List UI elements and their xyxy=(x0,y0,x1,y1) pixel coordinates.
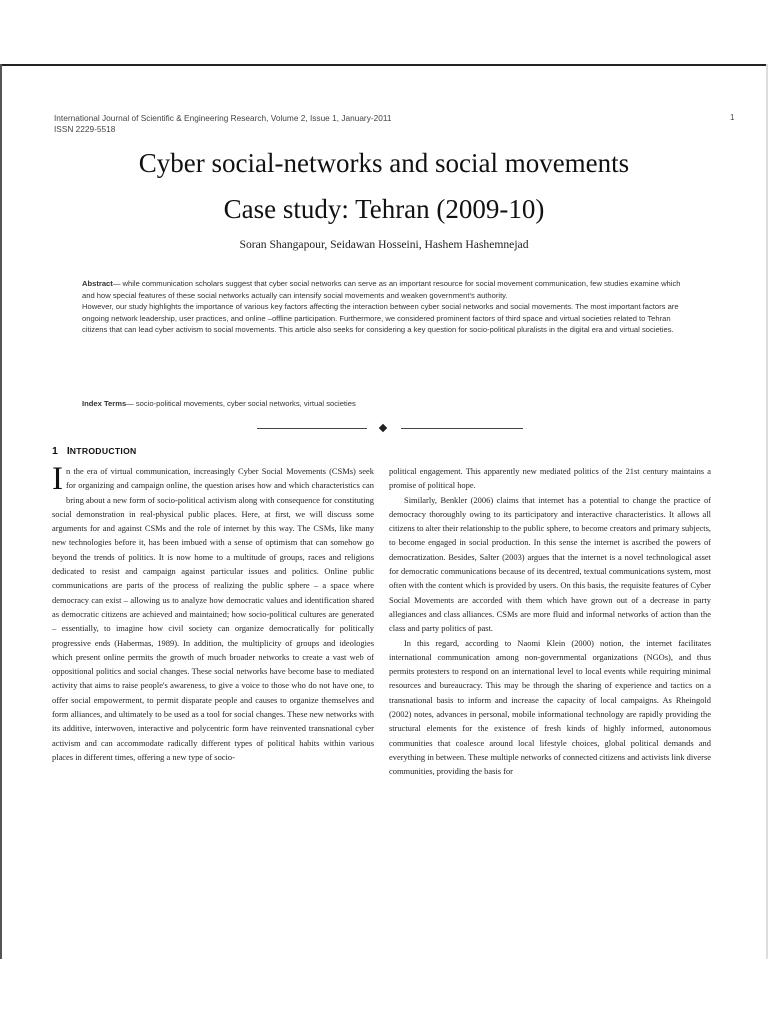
journal-issn: ISSN 2229-5518 xyxy=(54,124,116,134)
right-paragraph-1: political engagement. This apparently new mediated politics of the 21st century maintains a promise of political hope. xyxy=(389,466,711,491)
index-terms xyxy=(82,399,688,408)
index-terms-text: — socio-political movements, cyber social networks, virtual societies xyxy=(126,399,356,408)
index-terms-label: Index Terms xyxy=(82,399,127,408)
divider-line-left xyxy=(257,428,367,429)
left-paragraph-1 xyxy=(52,461,374,764)
abstract xyxy=(82,278,688,336)
section-title-rest: NTRODUCTION xyxy=(69,446,137,456)
divider-diamond-icon xyxy=(379,424,387,432)
section-heading-introduction xyxy=(52,445,137,457)
drop-cap: I xyxy=(52,461,63,497)
abstract-paragraph-1 xyxy=(82,278,688,301)
abstract-paragraph-2: However, our study highlights the importance of various key factors affecting the interaction between cyber social networks and social movements. The most important factors are ongoing network leadership, user practices, and online –offline participation. Furthermore, we considered prominent factors of third space and virtual societies related to Tehran citizens that can lead cyber activism to social movements. This article also seeks for considering a key question for socio-political pluralists in the digital era and virtual societies. xyxy=(82,302,679,335)
journal-header xyxy=(54,113,391,135)
page-number: 1 xyxy=(730,113,735,122)
abstract-label: Abstract xyxy=(82,279,113,288)
body-column-right xyxy=(389,464,711,779)
right-paragraph-3: In this regard, according to Naomi Klein (2000) notion, the internet facilitates international communication among non-governmental organizations (NGOs), and thus permits protesters to respond on an international level to local events while requiring minimal resources and bureaucracy. This may be through the sharing of experience and tactics on a transnational basis to inform and increase the capacity of local campaigns. As Rheingold (2002) notes, advances in personal, mobile informational technology are rapidly providing the structural elements for the existence of fresh kinds of highly informed, autonomous communities that coalesce around local lifestyle choices, global political demands and everything in between. These multiple networks of connected citizens and activists link diverse communities, providing the basis for xyxy=(389,637,711,777)
below-page-area xyxy=(0,959,768,1024)
divider-line-right xyxy=(401,428,523,429)
section-title-initial: I xyxy=(66,445,70,457)
paper-title-line-2: Case study: Tehran (2009-10) xyxy=(223,194,545,224)
paper-authors: Soran Shangapour, Seidawan Hosseini, Hashem Hashemnejad xyxy=(239,238,529,251)
right-paragraph-2: Similarly, Benkler (2006) claims that internet has a potential to change the practice of democracy thoroughly owing to its participatory and interactive characteristics. It allows all citizens to alter their relationship to the public sphere, to become creators and primary subjects, to become engaged in social production. In this sense the internet is ascribed the powers of democratization. Besides, Salter (2003) argues that the internet is a novel technological asset for democratic communications because of its decentred, textual communications system, most often with the content which is provided by users. On this basis, the requisite features of Cyber Social Movements are accorded with them which have grown out of a decrease in party allegiances and class alliances. CSMs are more fluid and informal networks of action than the class and party politics of past. xyxy=(389,494,711,634)
abstract-text-1: — while communication scholars suggest that cyber social networks can serve as an important resource for social movement communication, few studies examine which and how special features of these social networks actually can intensify social movements and weaken government's authority. xyxy=(82,279,681,300)
journal-citation: International Journal of Scientific & Engineering Research, Volume 2, Issue 1, January-2011 xyxy=(54,113,392,123)
body-column-left xyxy=(52,461,374,764)
paper-title-line-1: Cyber social-networks and social movements xyxy=(138,148,630,178)
left-paragraph-1-text: n the era of virtual communication, increasingly Cyber Social Movements (CSMs) seek for organizing and campaign online, the question arises how and which characteristics can bring about a new form of socio-political activism along with consequence for constituting social demonstration in real-physical public places. Here, at first, we will discuss some arguments for and against CSMs and the role of internet by this way. The CSMs, like many new technologies before it, has been imbued with a sense of optimism that can somehow go beyond the trends of politics. It is now home to a multitude of groups, races and religions dedicated to resist and campaign against particular issues and politics. Online public communications are parts of the process of realizing the public sphere – a space where democracy can exist – allowing us to analyze how democratic values and identification shared as democratic citizens are achieved and maintained; how socio-political cultures are generated – essentially, to imagine how civil society can organize democratically for politically progressive ends (Habermas, 1989). In addition, the multiplicity of groups and ideologies which present online permits the growth of much broader networks to create a vast web of oppositional politics and social changes. These social networks have become base to mediated activity that aims to raise people's awareness, to give a voice to those who do not have one, to offer social empowerment, to permit disparate people and causes to organize themselves and form alliances, and ultimately to be used as a tool for social changes. These new networks with its additive, interwoven, interactive and polycentric form have reinvented transnational cyber activism and can accommodate radically different types of political habits within various places in different times, offering a new type of socio- xyxy=(52,466,374,762)
section-number: 1 xyxy=(52,445,58,457)
paper-page xyxy=(2,66,766,959)
section-divider xyxy=(257,424,523,434)
